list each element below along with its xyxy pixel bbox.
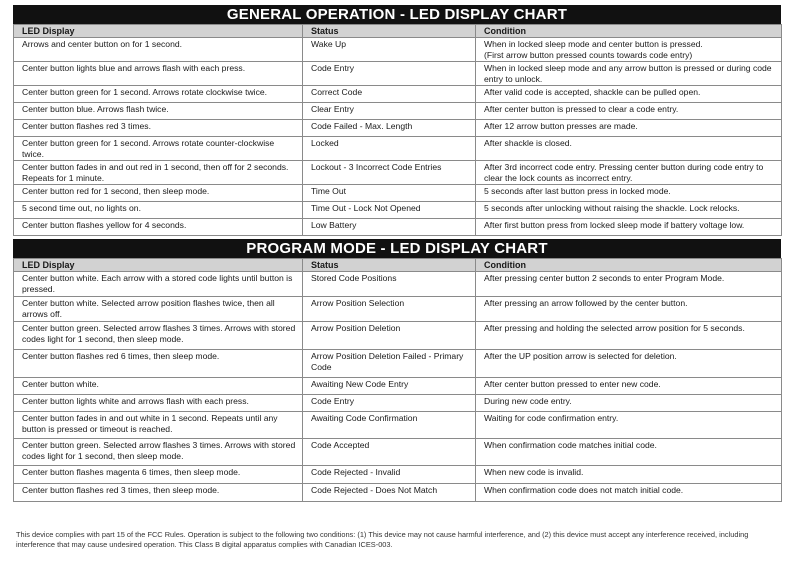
condition-cell: During new code entry. [476,395,782,412]
table-header-row [14,259,782,272]
table-row [14,103,782,120]
table-row [14,86,782,103]
table-row [14,466,782,484]
table-row [14,137,782,161]
table-row [14,120,782,137]
table-row [14,439,782,466]
status-cell: Clear Entry [303,103,476,120]
led-display-cell: Center button green for 1 second. Arrows rotate counter-clockwise twice. [14,137,303,161]
condition-cell: 5 seconds after last button press in locked mode. [476,185,782,202]
table-row [14,395,782,412]
status-cell: Time Out [303,185,476,202]
status-cell: Wake Up [303,38,476,62]
led-display-cell: Center button white. Each arrow with a stored code lights until button is pressed. [14,272,303,297]
condition-cell: After first button press from locked sleep mode if battery voltage low. [476,219,782,236]
column-header-status: Status [303,259,476,272]
led-display-cell: Center button flashes yellow for 4 seconds. [14,219,303,236]
program-mode-title: PROGRAM MODE - LED DISPLAY CHART [13,239,781,258]
led-display-cell: Arrows and center button on for 1 second. [14,38,303,62]
status-cell: Code Rejected - Does Not Match [303,484,476,502]
led-display-cell: Center button lights blue and arrows flash with each press. [14,62,303,86]
table-row [14,219,782,236]
led-display-cell: Center button flashes red 6 times, then sleep mode. [14,350,303,378]
general-operation-table [13,24,782,236]
column-header-condition: Condition [476,259,782,272]
condition-cell: When confirmation code does not match initial code. [476,484,782,502]
status-cell: Awaiting New Code Entry [303,378,476,395]
status-cell: Correct Code [303,86,476,103]
condition-cell: When confirmation code matches initial code. [476,439,782,466]
table-row [14,378,782,395]
column-header-status: Status [303,25,476,38]
condition-cell: Waiting for code confirmation entry. [476,412,782,439]
table-header-row [14,25,782,38]
condition-cell: After the UP position arrow is selected for deletion. [476,350,782,378]
condition-cell: After pressing center button 2 seconds to enter Program Mode. [476,272,782,297]
condition-note: (First arrow button pressed counts towards code entry) [484,50,693,60]
condition-cell [476,38,782,62]
led-display-cell: Center button green. Selected arrow flashes 3 times. Arrows with stored codes light for 1 second, then sleep mode. [14,322,303,350]
led-display-cell: Center button flashes red 3 times. [14,120,303,137]
document [13,5,781,502]
status-cell: Arrow Position Deletion [303,322,476,350]
fcc-compliance-notice: This device complies with part 15 of the FCC Rules. Operation is subject to the following two conditions: (1) This device may not cause harmful interference, and (2) this device must accept any interference received, including interference that may cause undesired operation. This Class B digital apparatus complies with Canadian ICES-003. [16,530,749,549]
table-row [14,322,782,350]
table-row [14,185,782,202]
table-row [14,202,782,219]
table-row [14,38,782,62]
table-row [14,350,782,378]
condition-cell: After pressing an arrow followed by the center button. [476,297,782,322]
table-row [14,272,782,297]
led-display-cell: Center button green. Selected arrow flashes 3 times. Arrows with stored codes light for 1 second, then sleep mode. [14,439,303,466]
status-cell: Arrow Position Selection [303,297,476,322]
condition-cell: After shackle is closed. [476,137,782,161]
table-row [14,62,782,86]
condition-cell: When in locked sleep mode and any arrow button is pressed or during code entry to unlock. [476,62,782,86]
led-display-cell: Center button lights white and arrows flash with each press. [14,395,303,412]
led-display-cell: Center button white. [14,378,303,395]
led-display-cell: Center button flashes magenta 6 times, then sleep mode. [14,466,303,484]
program-mode-table [13,258,782,502]
led-display-cell: Center button fades in and out red in 1 second, then off for 2 seconds. Repeats for 1 minute. [14,161,303,185]
led-display-cell: Center button fades in and out white in 1 second. Repeats until any button is pressed or timeout is reached. [14,412,303,439]
table-row [14,161,782,185]
led-display-cell: Center button flashes red 3 times, then sleep mode. [14,484,303,502]
status-cell: Stored Code Positions [303,272,476,297]
table-row [14,297,782,322]
status-cell: Locked [303,137,476,161]
status-cell: Lockout - 3 Incorrect Code Entries [303,161,476,185]
status-cell: Code Failed - Max. Length [303,120,476,137]
led-display-cell: Center button blue. Arrows flash twice. [14,103,303,120]
status-cell: Time Out - Lock Not Opened [303,202,476,219]
table-row [14,412,782,439]
condition-cell: After pressing and holding the selected arrow position for 5 seconds. [476,322,782,350]
status-cell: Awaiting Code Confirmation [303,412,476,439]
status-cell: Code Entry [303,62,476,86]
column-header-led-display: LED Display [14,25,303,38]
status-cell: Arrow Position Deletion Failed - Primary Code [303,350,476,378]
led-display-cell: Center button green for 1 second. Arrows rotate clockwise twice. [14,86,303,103]
led-display-cell: 5 second time out, no lights on. [14,202,303,219]
column-header-condition: Condition [476,25,782,38]
condition-cell: After valid code is accepted, shackle can be pulled open. [476,86,782,103]
condition-cell: After 3rd incorrect code entry. Pressing center button during code entry to clear the lock counts as incorrect entry. [476,161,782,185]
status-cell: Low Battery [303,219,476,236]
status-cell: Code Entry [303,395,476,412]
general-operation-title: GENERAL OPERATION - LED DISPLAY CHART [13,5,781,24]
status-cell: Code Accepted [303,439,476,466]
condition-cell: After center button is pressed to clear a code entry. [476,103,782,120]
led-display-cell: Center button white. Selected arrow position flashes twice, then all arrows off. [14,297,303,322]
led-display-cell: Center button red for 1 second, then sleep mode. [14,185,303,202]
condition-cell: 5 seconds after unlocking without raising the shackle. Lock relocks. [476,202,782,219]
condition-cell: After center button pressed to enter new code. [476,378,782,395]
condition-cell: After 12 arrow button presses are made. [476,120,782,137]
condition-cell: When new code is invalid. [476,466,782,484]
table-row [14,484,782,502]
status-cell: Code Rejected - Invalid [303,466,476,484]
column-header-led-display: LED Display [14,259,303,272]
condition-text: When in locked sleep mode and center button is pressed. [484,39,703,49]
